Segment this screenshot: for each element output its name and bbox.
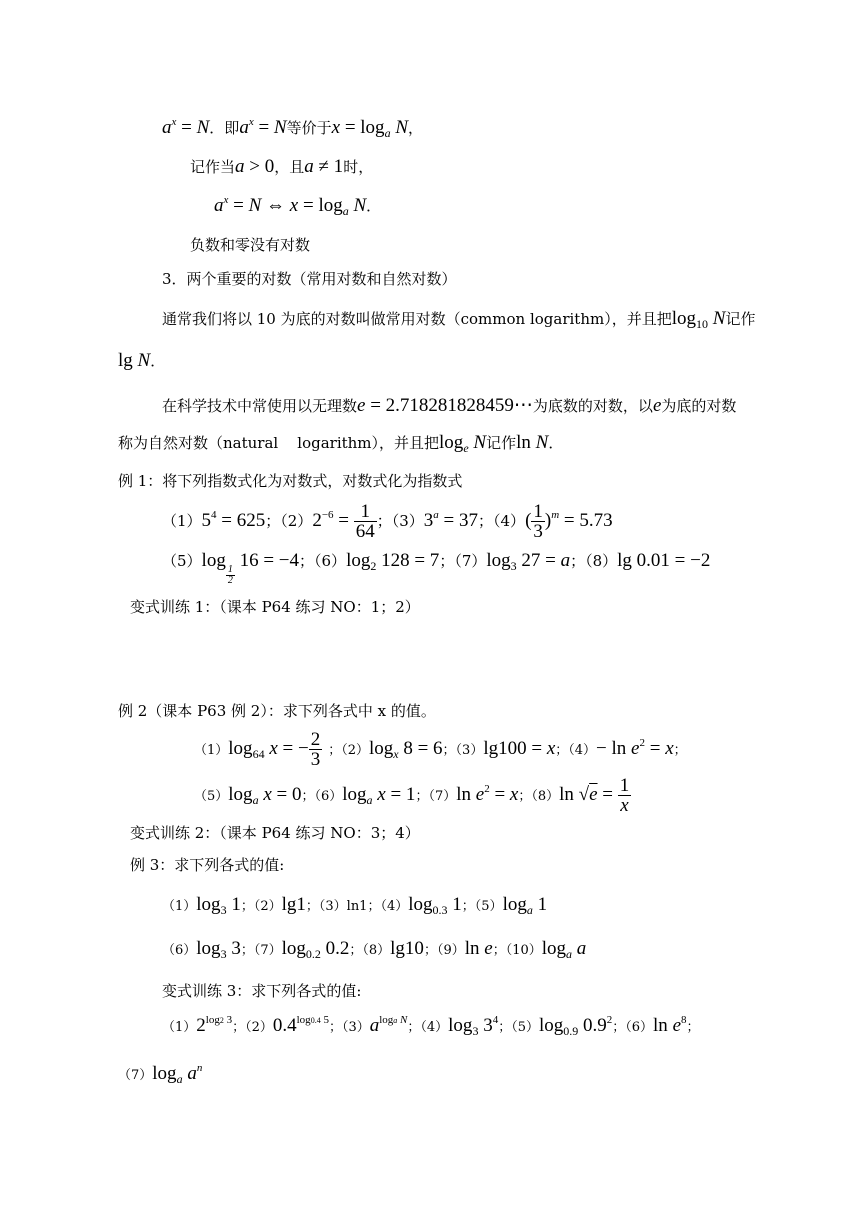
- natural-log-paragraph-1: 在科学技术中常使用以无理数e = 2.718281828459⋯为底数的对数，以e为底的对数: [162, 395, 737, 416]
- definition-equivalence: $a^x = N$ ⇔ $x = \log_a N$．: [214, 194, 382, 218]
- training-3-row-1: $(1)2^{log2 3}$；$(2)0.4^{log0.4 5}$；$(3)a^{loga N}$；$(4)\log_3$ $3^4$；$(5)\log_{0.9}$ $0.9^2$；（6）ln $e^8$；: [162, 1014, 700, 1038]
- example-2-row-1: $(1)\log_{64}$ x = − $\frac{2}{3}$ ；$(2)\log_x$ 8 = 6；（3）lg100 = x；$(4)- \ln e^2 = x$；: [194, 729, 687, 770]
- example-3-row-1: $(1)\log_3$ 1；（2）lg1；（3）ln1；$(4)\log_{0.3}$ 1；$(5)\log_a$ 1: [162, 894, 548, 917]
- section-heading-3: 3．两个重要的对数（常用对数和自然对数）: [162, 270, 457, 288]
- example-1-title: 例 1：将下列指数式化为对数式，对数式化为指数式: [118, 472, 463, 490]
- natural-log-paragraph-2: 称为自然对数（natural logarithm），并且把$\log_e N$记作ln N．: [118, 432, 564, 455]
- example-1-row-2: （5）log $_{\frac{1}{2}}$ 16 = −4；$(6)\log_2$ 128 = 7；$(7)\log_3$ 27 = a；（8）lg 0.01 = −2: [162, 550, 711, 586]
- training-3-row-2: $(7)\log_a$ $a^n$: [118, 1062, 203, 1086]
- example-3-row-2: $(6)\log_3$ 3；$(7)\log_{0.2}$ 0.2；（8）lg10；（9）ln e；$(10)\log_a$ a: [162, 938, 587, 961]
- example-1-row-1: $(1)5^4 = 625$；$(2)2^{-6}$ = $\frac{1}{64}$ ；$(3)3^a = 37$；（4）( $\frac{1}{3}$ )$^m$ = 5.73: [162, 501, 613, 542]
- note-no-log: 负数和零没有对数: [190, 236, 311, 254]
- training-1: 变式训练 1：（课本 P64 练习 NO：1；2）: [130, 598, 420, 616]
- example-3-title: 例 3：求下列各式的值:: [130, 856, 285, 874]
- example-2-row-2: $(5)\log_a$ x = 0；$(6)\log_a$ x = 1；（7）ln $e^2 = x$；（8）ln √e = $\frac{1}{x}$: [194, 775, 630, 816]
- training-2: 变式训练 2：（课本 P64 练习 NO：3；4）: [130, 824, 420, 842]
- definition-line-2: 记作当a > 0，且a ≠ 1时，: [190, 156, 374, 177]
- example-2-title: 例 2（课本 P63 例 2）：求下列各式中 x 的值。: [118, 702, 436, 720]
- common-log-paragraph: 通常我们将以 10 为底的对数叫做常用对数（common logarithm），并且把$\log_{10} N$记作: [162, 308, 756, 331]
- definition-line-1: $a^x = N$．即$a^x = N$等价于$x = \log_a N$，: [162, 116, 424, 140]
- common-log-notation: lg N．: [118, 350, 166, 371]
- training-3: 变式训练 3：求下列各式的值:: [162, 982, 362, 1000]
